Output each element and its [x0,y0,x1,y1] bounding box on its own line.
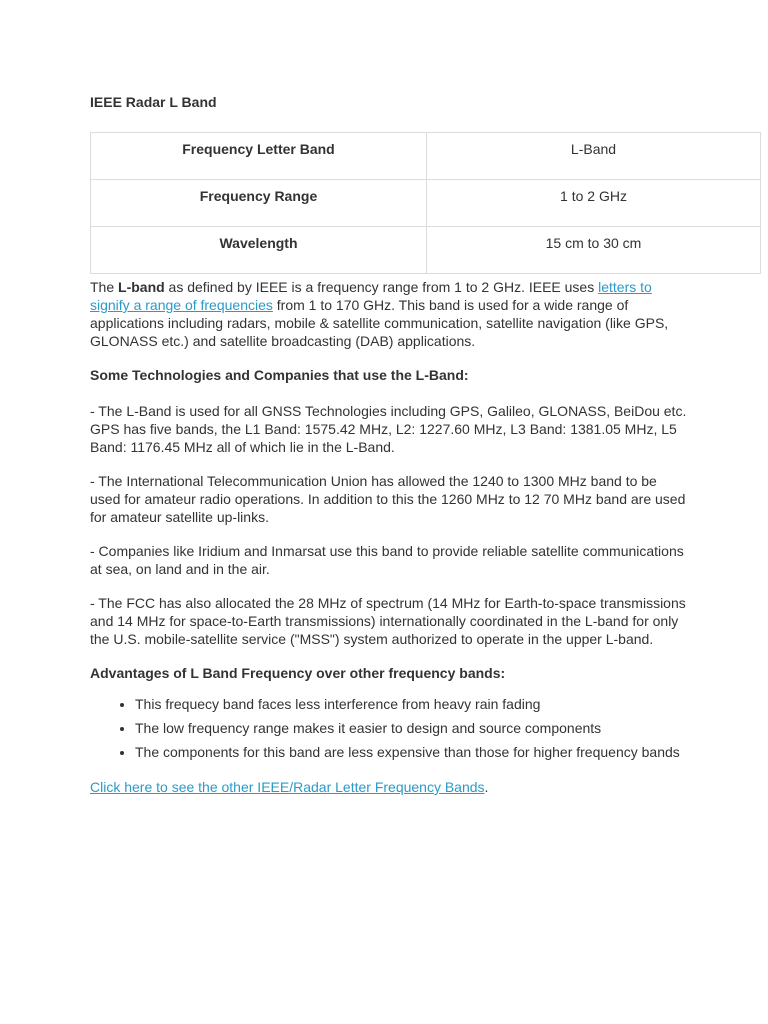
intro-text: from 1 to 170 GHz. This band is used for a wide range of applications including radars, mobile & satellite communication, satellite navigation (like GPS, GLONASS etc.) and satellite broadcasting (DAB) applications. [90,297,669,349]
advantages-heading: Advantages of L Band Frequency over other frequency bands: [90,665,506,681]
intro-paragraph [90,278,690,350]
gnss-paragraph: - The L-Band is used for all GNSS Technologies including GPS, Galileo, GLONASS, BeiDou etc. GPS has five bands, the L1 Band: 1575.42 MHz, L2: 1227.60 MHz, L3 Band: 1381.05 MHz, L5 Band: 1176.45 MHz all of which lie in the L-Band. [90,403,687,455]
intro-bold-term: L-band [118,279,165,295]
list-item: • This frequecy band faces less interference from heavy rain fading [135,692,690,716]
article-body [90,278,690,812]
technologies-heading: Some Technologies and Companies that use the L-Band: [90,367,469,383]
table-cell-label: Wavelength [91,227,427,274]
table-cell-value: 15 cm to 30 cm [427,227,761,274]
footer-link-suffix: . [484,779,489,795]
fcc-paragraph: - The FCC has also allocated the 28 MHz of spectrum (14 MHz for Earth-to-space transmissions and 14 MHz for space-to-Earth transmissions) internationally coordinated in the L-band for only the U.S. mobile-satellite service ("MSS") system authorized to operate in the upper L-band. [90,595,686,647]
table-row [91,133,761,180]
table-cell-value: L-Band [427,133,761,180]
itu-paragraph: - The International Telecommunication Union has allowed the 1240 to 1300 MHz band to be used for amateur radio operations. In addition to this the 1260 MHz to 12 70 MHz band are used for amateur satellite up-links. [90,473,686,525]
band-spec-table [90,132,761,274]
other-bands-link[interactable]: Click here to see the other IEEE/Radar Letter Frequency Bands [90,779,485,795]
table-row [91,180,761,227]
companies-paragraph: - Companies like Iridium and Inmarsat use this band to provide reliable satellite communications at sea, on land and in the air. [90,543,684,577]
intro-text: as defined by IEEE is a frequency range from 1 to 2 GHz. IEEE uses [164,279,599,295]
footer-link-paragraph [90,778,690,796]
table-row [91,227,761,274]
intro-text: The [90,279,119,295]
list-item: • The components for this band are less expensive than those for higher frequency bands [135,740,690,764]
table-cell-label: Frequency Letter Band [91,133,427,180]
list-item: • The low frequency range makes it easier to design and source components [135,716,690,740]
table-cell-value: 1 to 2 GHz [427,180,761,227]
advantages-list [90,692,690,764]
frequency-letters-link[interactable]: letters to signify a range of frequencies [90,279,652,313]
table-cell-label: Frequency Range [91,180,427,227]
page-title: IEEE Radar L Band [90,94,217,110]
